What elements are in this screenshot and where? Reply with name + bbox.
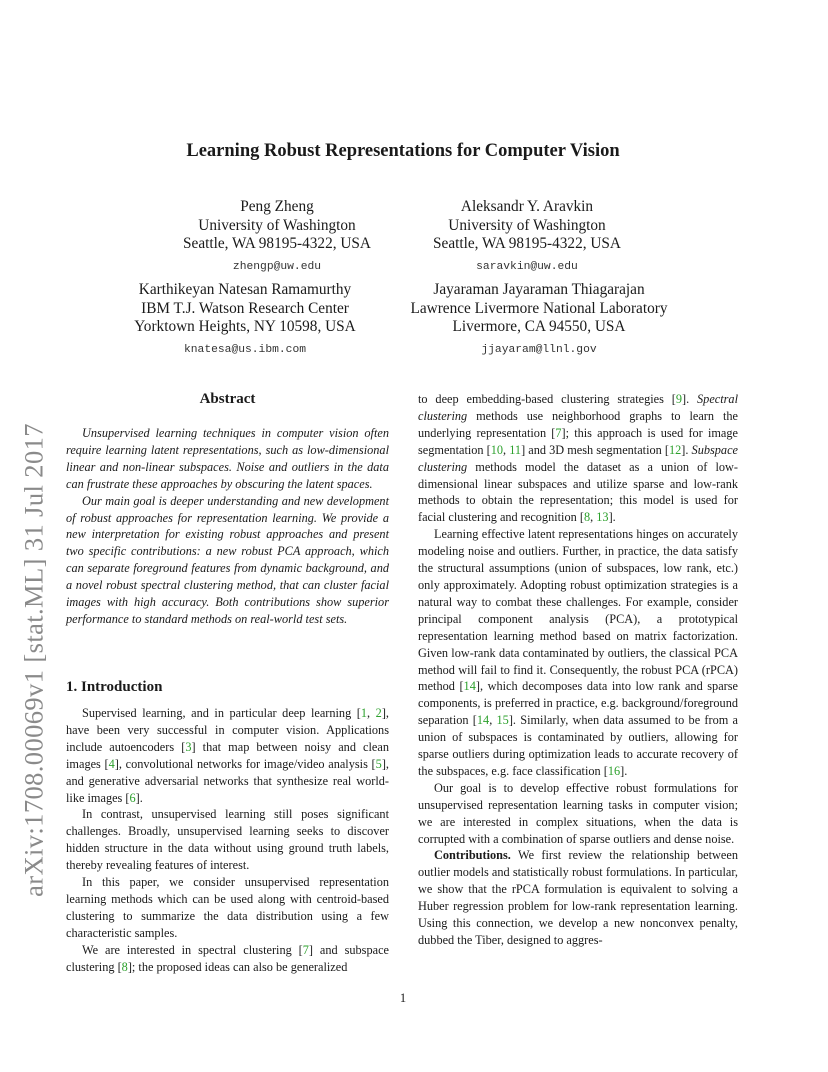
- citation-link[interactable]: 7: [302, 942, 309, 957]
- paper-title: Learning Robust Representations for Computer Vision: [186, 141, 620, 161]
- citation-link[interactable]: 8: [121, 959, 128, 974]
- text-run: ]. Similarly, when data assumed to be from a union of subspaces is contaminated by outliers, allowing for sparse outliers during optimization leads to accurate recovery of the subspaces, e.g. face classification [: [418, 713, 739, 778]
- body-paragraph: [418, 847, 738, 948]
- citation-link[interactable]: 3: [185, 739, 192, 754]
- citation-link[interactable]: 13: [596, 510, 609, 525]
- citation-link[interactable]: 6: [129, 790, 136, 805]
- text-run: Supervised learning, and in particular deep learning [: [82, 706, 361, 720]
- abstract-body: [66, 425, 389, 628]
- page-number: 1: [399, 991, 407, 1005]
- text-run: ], and generative adversarial networks that synthesize real world-like images [: [66, 756, 389, 805]
- author-address: Seattle, WA 98195-4322, USA: [183, 235, 371, 253]
- body-paragraph: [418, 526, 738, 780]
- author-email[interactable]: zhengp@uw.edu: [232, 261, 322, 274]
- text-run: ] and 3D mesh segmentation [: [521, 442, 669, 457]
- text-run: ].: [620, 763, 628, 778]
- author-affiliation: IBM T.J. Watson Research Center: [141, 299, 349, 317]
- text-run: ].: [608, 510, 616, 525]
- text-run: ,: [590, 510, 597, 525]
- author-email[interactable]: jjayaram@llnl.gov: [481, 344, 597, 357]
- body-paragraph: Our goal is to develop effective robust formulations for unsupervised representation learning tasks in computer vision; we are interested in complex situations, when the data is corrupted with a combination of sparse outliers and dense noise.: [418, 780, 738, 846]
- author-email[interactable]: knatesa@us.ibm.com: [183, 344, 307, 357]
- citation-link[interactable]: 9: [675, 392, 682, 406]
- abstract-heading: Abstract: [199, 391, 256, 407]
- text-run: ]; this approach is used for image segmentation [: [418, 425, 738, 457]
- author-name: Peng Zheng: [240, 198, 314, 215]
- body-paragraph: In this paper, we consider unsupervised representation learning methods which can be used along with centroid-based clustering to summarize the data distribution using a few characteristic samples.: [66, 875, 389, 940]
- text-run: We are interested in spectral clustering [: [82, 942, 303, 957]
- text-run: We first review the relationship between outlier models and statistically robust formulations. In particular, we show that the rPCA formulation is equivalent to solving a Huber regression problem for low-rank representation learning. Using this connection, we develop a new nonconvex penalty, dubbed the Tiber, designed to aggres-: [418, 848, 738, 947]
- paragraph-lead-heading: Contributions.: [434, 848, 511, 863]
- author-address: Livermore, CA 94550, USA: [452, 318, 626, 336]
- text-run: ]; the proposed ideas can also be generalized: [127, 959, 348, 974]
- text-run: ], have been very successful in computer vision. Applications include autoencoders [: [66, 706, 389, 754]
- author-affiliation: University of Washington: [448, 216, 606, 234]
- abstract-paragraph: Unsupervised learning techniques in computer vision often require learning latent representations, such as low-dimensional linear and non-linear subspaces. Noise and outliers in the data can frustrate these approaches by obscuring the latent spaces.: [66, 426, 389, 491]
- author-block-1: [170, 198, 384, 280]
- citation-link[interactable]: 5: [375, 756, 382, 771]
- author-block-3: [120, 281, 370, 363]
- text-run: ] that map between noisy and clean images [: [66, 739, 389, 771]
- author-name: Jayaraman Jayaraman Thiagarajan: [433, 281, 645, 298]
- author-affiliation: Lawrence Livermore National Laboratory: [410, 299, 668, 317]
- arxiv-identifier-stamp: arXiv:1708.00069v1 [stat.ML] 31 Jul 2017: [18, 423, 49, 897]
- author-address: Seattle, WA 98195-4322, USA: [433, 235, 621, 253]
- section-heading-introduction: 1. Introduction: [66, 679, 163, 695]
- introduction-body: [66, 705, 389, 976]
- text-run: ].: [681, 392, 698, 406]
- text-run: methods model the dataset as a union of low-dimensional linear subspaces and utilize sparse and low-rank methods to obtain the representation; this model is used for facial clustering and recognition [: [418, 459, 738, 525]
- text-run: ], convolutional networks for image/video analysis [: [114, 756, 376, 771]
- citation-link[interactable]: 15: [496, 713, 509, 728]
- body-paragraph: In contrast, unsupervised learning still poses significant challenges. Broadly, unsupervised learning seeks to discover hidden structure in the data without using ground truth labels, thereby revealing features of interest.: [66, 807, 389, 873]
- author-name: Karthikeyan Natesan Ramamurthy: [138, 281, 352, 298]
- text-run: ,: [503, 442, 510, 457]
- right-column-body: [418, 391, 738, 949]
- author-address: Yorktown Heights, NY 10598, USA: [134, 318, 356, 336]
- citation-link[interactable]: 10: [490, 442, 504, 457]
- text-run: ,: [367, 706, 376, 720]
- text-run: to deep embedding-based clustering strategies [: [418, 392, 676, 406]
- abstract-paragraph: Our main goal is deeper understanding and new development of robust approaches for representation learning. We provide a new interpretation for existing robust approaches and present two specific contributions: a new robust PCA approach, which can separate foreground features from dynamic background, and a novel robust spectral clustering method, that can cluster facial images with high accuracy. Both contributions show superior performance to standard methods on real-world test sets.: [66, 493, 389, 626]
- citation-link[interactable]: 1: [360, 706, 368, 720]
- text-run: Learning effective latent representations hinges on accurately modeling noise and outliers. Further, in practice, the data satisfy the structural assumptions (union of subspaces, low rank, etc.) only approximately. Adopting robust optimization strategies is a natural way to combat these challenges. For example, consider principal component analysis (PCA), a prototypical representation learning method based on matrix factorization. Given low-rank data contaminated by outliers, the classical PCA method will fail to find it. Consequently, the robust PCA (rPCA) method [: [418, 527, 738, 694]
- body-paragraph: [66, 942, 389, 976]
- text-run: ], which decomposes data into low rank and sparse components, is preferred in practice, e.g. background/foreground separation [: [418, 679, 738, 728]
- citation-link[interactable]: 12: [668, 442, 682, 457]
- author-email[interactable]: saravkin@uw.edu: [476, 261, 578, 274]
- text-run: ].: [681, 442, 692, 457]
- citation-link[interactable]: 7: [555, 425, 562, 440]
- author-affiliation: University of Washington: [198, 216, 356, 234]
- author-block-2: [420, 198, 634, 280]
- author-block-4: [397, 281, 681, 363]
- citation-link[interactable]: 2: [375, 706, 382, 720]
- citation-link[interactable]: 14: [476, 713, 490, 728]
- text-run: ,: [489, 713, 497, 728]
- citation-link[interactable]: 14: [463, 679, 476, 694]
- body-paragraph: [418, 391, 738, 526]
- text-run: ] and subspace clustering [: [66, 942, 389, 974]
- emphasis-term: Subspace clustering: [418, 442, 738, 474]
- text-run: methods use neighborhood graphs to learn the underlying representation [: [418, 408, 738, 440]
- emphasis-term: Spectral clustering: [418, 392, 738, 423]
- citation-link[interactable]: 16: [607, 763, 621, 778]
- citation-link[interactable]: 8: [583, 510, 591, 525]
- citation-link[interactable]: 11: [509, 442, 522, 457]
- author-name: Aleksandr Y. Aravkin: [460, 198, 594, 215]
- body-paragraph: [66, 705, 389, 806]
- citation-link[interactable]: 4: [108, 756, 115, 771]
- text-run: ].: [135, 790, 143, 805]
